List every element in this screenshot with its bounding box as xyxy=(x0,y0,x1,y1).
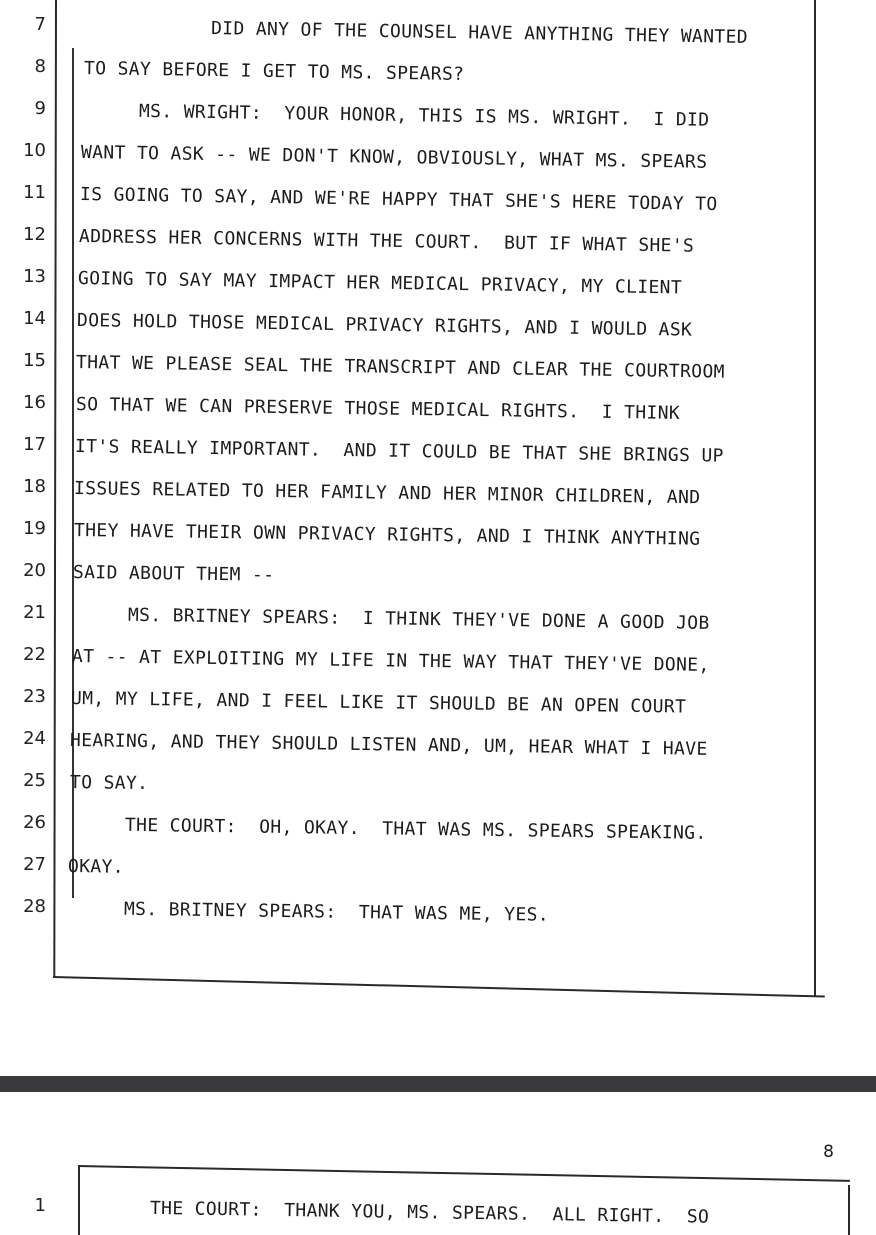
transcript-line-text: IT'S REALLY IMPORTANT. AND IT COULD BE THAT SHE BRINGS UP xyxy=(74,436,724,467)
transcript-line-text: DID ANY OF THE COUNSEL HAVE ANYTHING THEY WANTED xyxy=(87,16,749,48)
line-number-rule xyxy=(72,48,74,898)
line-number: 1 xyxy=(34,1195,46,1216)
transcript-page-8 xyxy=(0,1092,876,1234)
transcript-line-text: MS. BRITNEY SPEARS: THAT WAS ME, YES. xyxy=(67,898,550,926)
line-number: 26 xyxy=(23,812,46,833)
line-number: 19 xyxy=(23,518,46,539)
line-number: 15 xyxy=(23,350,46,371)
page-frame-left-border xyxy=(78,1165,80,1235)
page-frame-bottom-border xyxy=(53,976,825,998)
line-number: 21 xyxy=(23,602,46,623)
transcript-line-text: GOING TO SAY MAY IMPACT HER MEDICAL PRIVACY, MY CLIENT xyxy=(77,268,683,299)
transcript-line-text: THAT WE PLEASE SEAL THE TRANSCRIPT AND CLEAR THE COURTROOM xyxy=(75,352,725,383)
transcript-line-text: THE COURT: OH, OKAY. THAT WAS MS. SPEARS SPEAKING. xyxy=(68,814,707,844)
line-number: 7 xyxy=(34,14,46,35)
transcript-line-text: OKAY. xyxy=(67,856,125,878)
line-number: 10 xyxy=(23,140,46,161)
line-number: 28 xyxy=(23,896,46,917)
page-frame-right-border xyxy=(848,1185,850,1235)
line-number: 16 xyxy=(23,392,46,413)
line-number: 18 xyxy=(23,476,46,497)
transcript-line-text: MS. BRITNEY SPEARS: I THINK THEY'VE DONE A GOOD JOB xyxy=(71,604,710,634)
transcript-line-text: TO SAY. xyxy=(69,772,149,795)
line-number: 13 xyxy=(23,266,46,287)
line-number: 9 xyxy=(34,98,46,119)
page-number: 8 xyxy=(823,1142,834,1162)
line-number: 17 xyxy=(23,434,46,455)
transcript-line-text: THEY HAVE THEIR OWN PRIVACY RIGHTS, AND I THINK ANYTHING xyxy=(73,520,701,550)
line-number: 22 xyxy=(23,644,46,665)
line-number: 27 xyxy=(23,854,46,875)
page-frame-top-border xyxy=(78,1165,850,1182)
page-frame-right-border xyxy=(814,0,816,997)
line-number: 11 xyxy=(23,182,46,203)
transcript-line-text: AT -- AT EXPLOITING MY LIFE IN THE WAY THAT THEY'VE DONE, xyxy=(71,646,710,676)
transcript-line-text: WANT TO ASK -- WE DON'T KNOW, OBVIOUSLY, WHAT MS. SPEARS xyxy=(80,142,708,173)
transcript-line-text: SAID ABOUT THEM -- xyxy=(72,562,275,586)
transcript-line-text: THE COURT: THANK YOU, MS. SPEARS. ALL RIGHT. SO xyxy=(93,1197,710,1228)
line-number: 23 xyxy=(23,686,46,707)
line-number: 25 xyxy=(23,770,46,791)
transcript-line-text: MS. WRIGHT: YOUR HONOR, THIS IS MS. WRIGHT. I DID xyxy=(82,100,710,131)
transcript-line-text: HEARING, AND THEY SHOULD LISTEN AND, UM, HEAR WHAT I HAVE xyxy=(69,730,708,760)
transcript-line-text: TO SAY BEFORE I GET TO MS. SPEARS? xyxy=(83,58,465,85)
page-separator xyxy=(0,1076,876,1092)
line-number: 8 xyxy=(34,56,46,77)
transcript-line-text: ISSUES RELATED TO HER FAMILY AND HER MINOR CHILDREN, AND xyxy=(73,478,701,509)
line-number: 12 xyxy=(23,224,46,245)
line-number: 14 xyxy=(23,308,46,329)
transcript-line-text: UM, MY LIFE, AND I FEEL LIKE IT SHOULD BE AN OPEN COURT xyxy=(70,688,687,718)
line-number: 20 xyxy=(23,560,46,581)
transcript-line-text: ADDRESS HER CONCERNS WITH THE COURT. BUT IF WHAT SHE'S xyxy=(78,226,695,257)
page-frame-left-border xyxy=(53,0,57,978)
transcript-line-text: IS GOING TO SAY, AND WE'RE HAPPY THAT SHE'S HERE TODAY TO xyxy=(79,184,718,216)
transcript-line-text: DOES HOLD THOSE MEDICAL PRIVACY RIGHTS, AND I WOULD ASK xyxy=(76,310,693,341)
transcript-line-text: SO THAT WE CAN PRESERVE THOSE MEDICAL RIGHTS. I THINK xyxy=(75,394,681,424)
line-number: 24 xyxy=(23,728,46,749)
